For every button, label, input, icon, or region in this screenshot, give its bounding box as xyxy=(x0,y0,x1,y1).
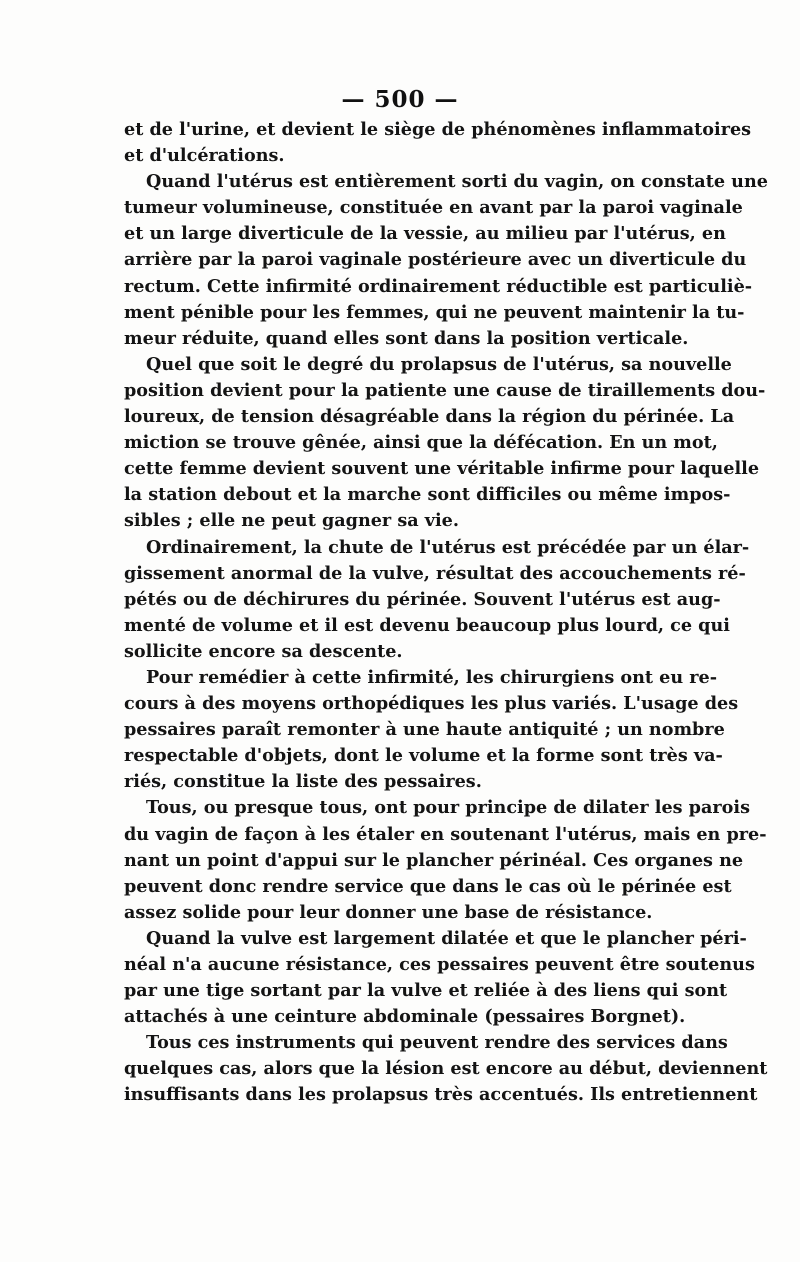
text-line: et un large diverticule de la vessie, au milieu par l'utérus, en xyxy=(124,223,726,245)
text-line: par une tige sortant par la vulve et reliée à des liens qui sont xyxy=(124,980,728,1002)
text-line: miction se trouve gênée, ainsi que la défécation. En un mot, xyxy=(124,432,718,454)
paragraph xyxy=(124,117,752,169)
text-line: néal n'a aucune résistance, ces pessaires peuvent être soutenus xyxy=(124,954,755,975)
text-line: la station debout et la marche sont difficiles ou même impos- xyxy=(124,484,731,506)
paragraph xyxy=(124,1030,768,1108)
text-line: sollicite encore sa descente. xyxy=(124,640,403,662)
text-line: meur réduite, quand elles sont dans la position verticale. xyxy=(124,327,689,349)
text-line: pessaires paraît remonter à une haute antiquité ; un nombre xyxy=(124,719,725,741)
text-line: Ordinairement, la chute de l'utérus est précédée par un élar- xyxy=(146,536,750,558)
text-line: Tous, ou presque tous, ont pour principe de dilater les parois xyxy=(146,797,750,819)
text-line: pétés ou de déchirures du périnée. Souvent l'utérus est aug- xyxy=(124,588,721,610)
paragraph xyxy=(124,169,768,352)
text-line: et de l'urine, et devient le siège de phénomènes inflammatoires xyxy=(124,119,752,140)
text-line: gissement anormal de la vulve, résultat des accouchements ré- xyxy=(124,562,746,584)
text-line: Pour remédier à cette infirmité, les chirurgiens ont eu re- xyxy=(146,666,718,688)
paragraph xyxy=(124,352,766,535)
text-line: Quel que soit le degré du prolapsus de l'utérus, sa nouvelle xyxy=(146,353,732,375)
text-line: peuvent donc rendre service que dans le cas où le périnée est xyxy=(124,875,732,897)
text-line: assez solide pour leur donner une base de résistance. xyxy=(124,901,653,923)
text-line: ment pénible pour les femmes, qui ne peuvent maintenir la tu- xyxy=(124,301,745,323)
text-line: du vagin de façon à les étaler en soutenant l'utérus, mais en pre- xyxy=(124,823,767,845)
text-line: menté de volume et il est devenu beaucoup plus lourd, ce qui xyxy=(124,614,730,636)
text-line: insuffisants dans les prolapsus très accentués. Ils entretiennent xyxy=(124,1084,758,1106)
text-line: attachés à une ceinture abdominale (pessaires Borgnet). xyxy=(124,1006,686,1028)
paragraph xyxy=(124,665,739,795)
text-line: Quand la vulve est largement dilatée et que le plancher péri- xyxy=(146,927,747,949)
text-line: cette femme devient souvent une véritable infirme pour laquelle xyxy=(124,458,760,480)
text-line: riés, constitue la liste des pessaires. xyxy=(124,771,482,793)
text-line: loureux, de tension désagréable dans la région du périnée. La xyxy=(124,406,735,428)
paragraph xyxy=(124,795,767,925)
text-line: nant un point d'appui sur le plancher périnéal. Ces organes ne xyxy=(124,849,744,871)
text-line: quelques cas, alors que la lésion est encore au début, deviennent xyxy=(124,1058,768,1080)
paragraph xyxy=(124,535,750,665)
text-line: arrière par la paroi vaginale postérieure avec un diverticule du xyxy=(124,249,747,271)
text-line: Tous ces instruments qui peuvent rendre des services dans xyxy=(146,1032,728,1054)
text-line: cours à des moyens orthopédiques les plus variés. L'usage des xyxy=(124,693,739,715)
paragraph xyxy=(124,926,755,1030)
body-text xyxy=(124,117,768,1109)
text-line: position devient pour la patiente une cause de tiraillements dou- xyxy=(124,379,766,401)
text-line: et d'ulcérations. xyxy=(124,145,285,167)
text-line: rectum. Cette infirmité ordinairement réductible est particuliè- xyxy=(124,275,753,297)
text-line: Quand l'utérus est entièrement sorti du vagin, on constate une xyxy=(146,171,768,193)
text-line: respectable d'objets, dont le volume et la forme sont très va- xyxy=(124,745,723,767)
page-number: — 500 — xyxy=(341,86,459,113)
text-line: tumeur volumineuse, constituée en avant par la paroi vaginale xyxy=(124,197,743,219)
text-line: sibles ; elle ne peut gagner sa vie. xyxy=(124,510,459,532)
